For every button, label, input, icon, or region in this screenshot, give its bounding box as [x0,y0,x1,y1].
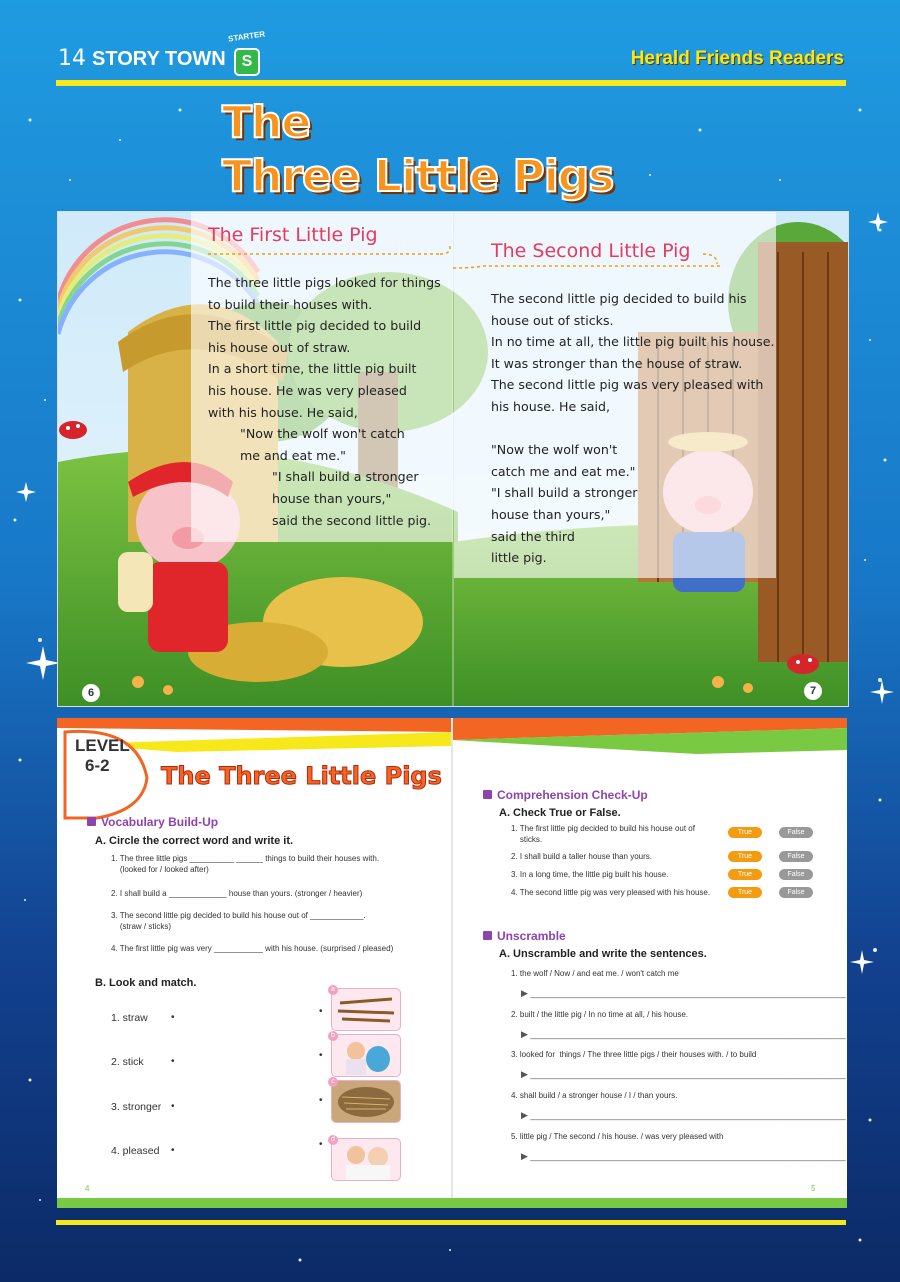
tf-item-3: 3. In a long time, the little pig built his house. [511,870,669,879]
vocab-section-heading: Vocabulary Build-Up [87,815,218,829]
unscramble-answer-2[interactable]: ▶ _______________________________________________________________ [521,1029,846,1039]
comprehension-section-heading: Comprehension Check-Up [483,788,648,802]
header-rule [56,80,846,86]
story-spread [57,211,849,707]
story-page-number-left: 6 [82,684,100,702]
match-dot-right-b[interactable]: • [319,1050,323,1061]
match-word-4: 4. pleased [111,1145,160,1157]
workbook-page-left: 4 [85,1184,90,1193]
unscramble-item-2: 2. built / the little pig / In no time at all, / his house. [511,1010,688,1019]
tf-item-4: 4. The second little pig was very pleased with his house. [511,888,711,897]
tf-item-1: 1. The first little pig decided to build his house out of sticks. [511,824,695,844]
match-letter-a: a [328,985,338,995]
match-word-2: 2. stick [111,1056,144,1068]
book-title [222,96,613,204]
vocab-question-2: 2. I shall build a _____________ house than yours. (stronger / heavier) [111,889,363,898]
unscramble-item-4: 4. shall build / a stronger house / I / than yours. [511,1091,678,1100]
tf-item-2: 2. I shall build a taller house than yours. [511,852,652,861]
heading-swirl-left [208,246,458,270]
match-dot-left-2[interactable]: • [171,1056,175,1067]
comprehension-part-a: A. Check True or False. [499,807,621,819]
unscramble-answer-1[interactable]: ▶ _______________________________________________________________ [521,988,846,998]
tf-2-false-button[interactable]: False [779,851,813,862]
match-image-pleased-kids [331,1138,401,1181]
second-pig-heading: The Second Little Pig [491,240,691,262]
match-image-strong-child [331,1034,401,1077]
heading-swirl-right [453,248,733,272]
vocab-question-4: 4. The first little pig was very ___________ with his house. (surprised / pleased) [111,944,394,953]
workbook-page-right: 5 [811,1184,816,1193]
tf-4-true-button[interactable]: True [728,887,762,898]
match-letter-b: b [328,1031,338,1041]
match-dot-left-4[interactable]: • [171,1145,175,1156]
match-word-3: 3. stronger [111,1101,162,1113]
workbook-spread [57,718,847,1208]
unscramble-answer-3[interactable]: ▶ _______________________________________________________________ [521,1069,846,1079]
level-badge: S [234,48,260,76]
story-page-number-right: 7 [804,682,822,700]
workbook-title: The Three Little Pigs [161,762,442,790]
publisher-name: Herald Friends Readers [630,48,844,69]
first-pig-text: The three little pigs looked for things to build their houses with. The first little pig decided to build his house out of straw. In a short time, the little pig built his house. He was very pleased with his house. He said, "Now the wolf won't catch me and eat me." "I shall build a stronger house than yours," said the second little pig. [208,275,441,528]
vocab-part-b: B. Look and match. [95,977,197,989]
unscramble-item-5: 5. little pig / The second / his house. / was very pleased with [511,1132,724,1141]
tf-2-true-button[interactable]: True [728,851,762,862]
unscramble-answer-4[interactable]: ▶ _______________________________________________________________ [521,1110,846,1120]
match-letter-c: c [328,1077,338,1087]
tf-3-false-button[interactable]: False [779,869,813,880]
match-dot-right-c[interactable]: • [319,1095,323,1106]
unscramble-item-3: 3. looked for things / The three little pigs / their houses with. / to build [511,1050,757,1059]
match-dot-left-3[interactable]: • [171,1101,175,1112]
match-dot-left-1[interactable]: • [171,1012,175,1023]
tf-1-true-button[interactable]: True [728,827,762,838]
match-image-sticks [331,988,401,1031]
level-value: 6-2 [85,756,110,775]
unscramble-item-1: 1. the wolf / Now / and eat me. / won't catch me [511,969,679,978]
match-image-straw [331,1080,401,1123]
series-name: STORY TOWN [92,48,226,70]
unscramble-section-heading: Unscramble [483,929,566,943]
vocab-question-1: 1. The three little pigs __________ ______ things to build their houses with. (looked for / looked after) [111,854,380,874]
first-pig-heading: The First Little Pig [208,224,378,246]
match-letter-d: d [328,1135,338,1145]
tf-3-true-button[interactable]: True [728,869,762,880]
unscramble-answer-5[interactable]: ▶ _______________________________________________________________ [521,1151,846,1161]
level-label: LEVEL [75,736,130,755]
level-badge-caption: STARTER [227,29,266,44]
page-header [56,29,846,78]
unscramble-part-a: A. Unscramble and write the sentences. [499,948,707,960]
vocab-part-a: A. Circle the correct word and write it. [95,835,294,847]
match-dot-right-a[interactable]: • [319,1006,323,1017]
match-dot-right-d[interactable]: • [319,1139,323,1150]
workbook-decoration [57,718,847,1208]
book-title-line2: Three Little Pigs [222,151,614,202]
footer-rule [56,1220,846,1225]
tf-4-false-button[interactable]: False [779,887,813,898]
page-number: 14 [58,46,86,71]
book-title-line1: The [222,97,311,148]
match-word-1: 1. straw [111,1012,148,1024]
tf-1-false-button[interactable]: False [779,827,813,838]
second-pig-text: The second little pig decided to build his house out of sticks. In no time at all, the little pig built his house. It was stronger than the house of straw. The second little pig was very pleased with his house. He said, "Now the wolf won't catch me and eat me." "I shall build a stronger house than yours," said the third little pig. [491,291,775,566]
vocab-question-3: 3. The second little pig decided to build his house out of ____________. (straw / sticks) [111,911,366,931]
